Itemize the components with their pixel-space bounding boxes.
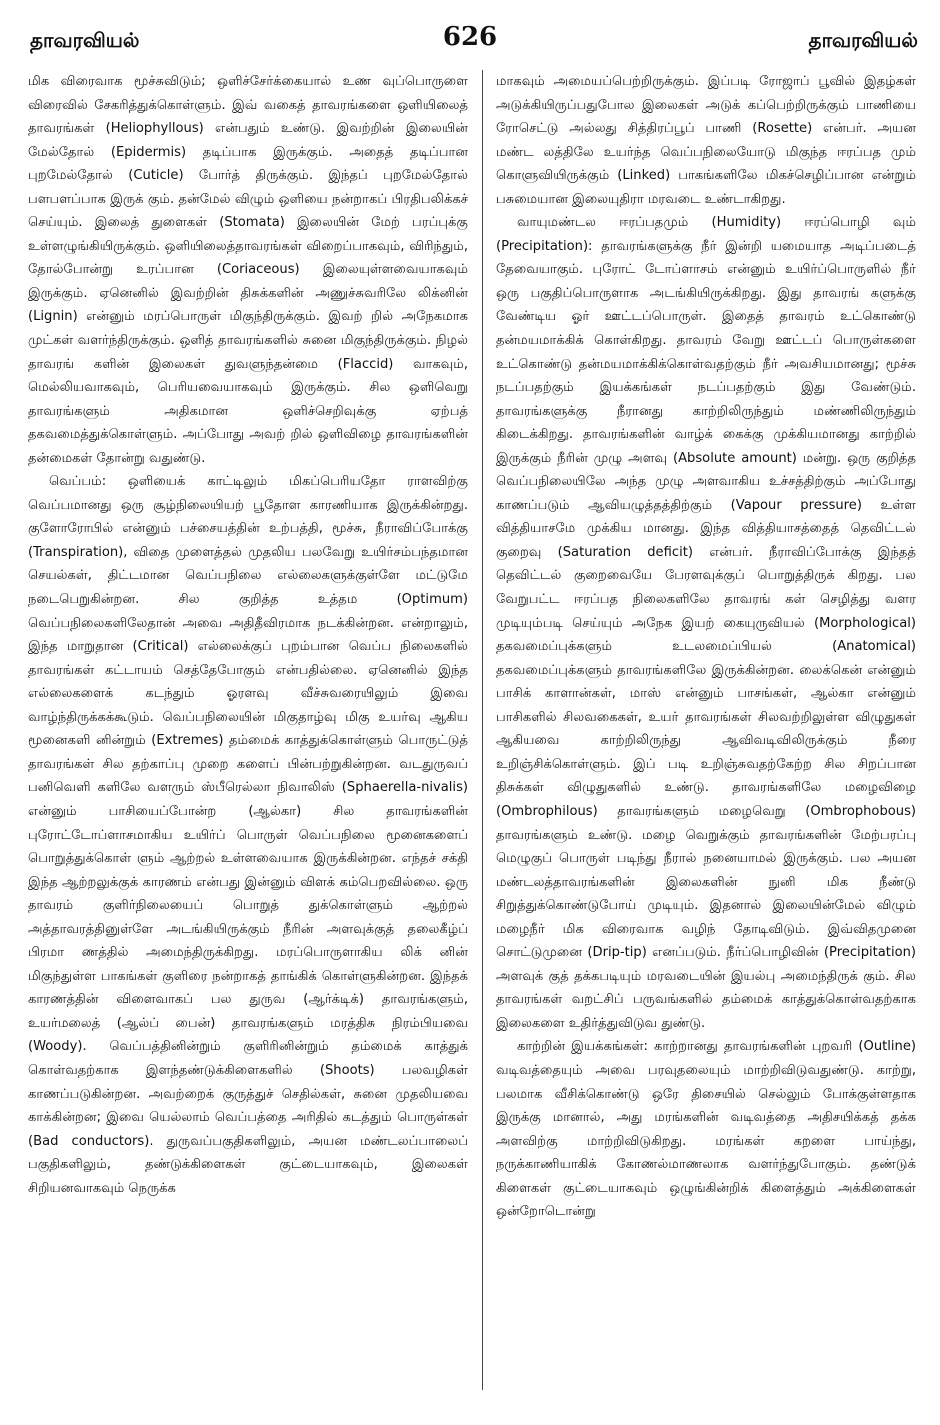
left-column: [28, 70, 468, 1412]
running-title-left: தாவரவியல்: [30, 28, 140, 52]
page-header: [0, 0, 940, 60]
paragraph: வெப்பம்: ஒளியைக் காட்டிலும் மிகப்பெரியதோ ராளவிற்கு வெப்பமானது ஒரு சூழ்நிலையியற் பூதோள காரணியாக இருக்கின்றது. குளோரோபில் என்னும் பச்சையத்தின் உற்பத்தி, மூச்சு, நீராவிப்போக்கு (Transpiration), விதை முளைத்தல் முதலிய பலவேறு உயிர்சம்பந்தமான செயல்கள், திட்டமான வெப்பநிலை எல்லைகளுக்குள்ளே மட்டுமே நடைபெறுகின்றன. சில குறித்த உத்தம (Optimum) வெப்பநிலைகளிலேதான் அவை அதிதீவிரமாக நடக்கின்றன. என்றாலும், இந்த மாறுதான (Critical) எல்லைக்குப் புறம்பான வெப்ப நிலைகளில் தாவரங்கள் கட்டாயம் செத்தேபோகும் என்பதில்லை. ஏனெனில் இந்த எல்லைகளைக் கடந்தும் ஓரளவு வீச்சுவரையிலும் இவை வாழ்ந்திருக்கக்கூடும். வெப்பநிலையின் மிகுதாழ்வு மிகு உயர்வு ஆகிய மூனைகளி னின்றும் (Extremes) தம்மைக் காத்துக்கொள்ளும் பொருட்டுத் தாவரங்கள் சில தற்காப்பு முறை களைப் பின்பற்றுகின்றன. வடதுருவப் பனிவெளி களிலே வளரும் ஸ்பீரெல்லா நிவாலிஸ் (Sphaerella-nivalis) என்னும் பாசியைப்போன்ற (ஆல்கா) சில தாவரங்களின் புரோட்டோப்ளாசமாகிய உயிர்ப் பொருள் வெப்பநிலை மூனைகளைப் பொறுத்துக்கொள் ளும் ஆற்றல் உள்ளவையாக இருக்கின்றன. எந்தச் சக்தி இந்த ஆற்றலுக்குக் காரணம் என்பது இன்னும் விளக் கம்பெறவில்லை. ஒரு தாவரம் குளிர்நிலையைப் பொறுத் துக்கொள்ளும் ஆற்றல் அத்தாவரத்தினுள்ளே அடங்கியிருக்கும் நீரின் அளவுக்குத் தலைகீழ்ப் பிரமா ணத்தில் அமைந்திருக்கிறது. மரப்பொருளாகிய லிக் னின் மிகுந்துள்ள பாகங்கள் குளிரை நன்றாகத் தாங்கிக் கொள்ளுகின்றன. இந்தக் காரணத்தின் விளைவாகப் பல துருவ (ஆர்க்டிக்) தாவரங்களும், உயர்மலைத் (ஆல்ப் பைன்) தாவரங்களும் மரத்திசு நிரம்பியவை (Woody). வெப்பத்தினின்றும் குளிரினின்றும் தம்மைக் காத்துக் கொள்வதற்காக இளந்தண்டுக்கிளைகளில் (Shoots) பலவழிகள் காணப்படுகின்றன. அவற்றைக் குருத்துச் செதில்கள், சுனை முதலியவை காக்கின்றன; இவை யெல்லாம் வெப்பத்தை அரிதில் கடத்தும் பொருள்கள் (Bad conductors). துருவப்பகுதிகளிலும், அயன மண்டலப்பாலைப் பகுதிகளிலும், தண்டுக்கிளைகள் குட்டையாகவும், இலைகள் சிறியனவாகவும் நெருக்க: [28, 474, 468, 1196]
paragraph: மிக விரைவாக மூச்சுவிடும்; ஒளிச்சேர்க்கையால் உண வுப்பொருளை விரைவில் சேகரித்துக்கொள்ளும். இவ் வகைத் தாவரங்களை ஒளியிலைத் தாவரங்கள் (Heliophyllous) என்பதும் உண்டு. இவற்றின் இலையின் மேல்தோல் (Epidermis) தடிப்பாக இருக்கும். அதைத் தடிப்பான புறமேல்தோல் (Cuticle) போர்த் திருக்கும். இந்தப் புறமேல்தோல் பளபளப்பாக இருக் கும். தன்மேல் விழும் ஒளியை நன்றாகப் பிரதிபலிக்கச் செய்யும். இலைத் துளைகள் (Stomata) இலையின் மேற் பரப்புக்கு உள்ளழுங்கியிருக்கும். ஒளியிலைத்தாவரங்கள் விறைப்பாகவும், விரிந்தும், தோல்போன்று உரப்பான (Coriaceous) இலையுள்ளவையாகவும் இருக்கும். ஏனெனில் இவற்றின் திசுக்களின் அணுச்சுவரிலே லிக்னின் (Lignin) என்னும் மரப்பொருள் மிகுந்திருக்கும். இவற் றில் அநேகமாக முட்கள் வளர்ந்திருக்கும். ஒளித் தாவரங்களில் சுனை மிகுந்திருக்கும். நிழல் தாவரங் களின் இலைகள் துவளுந்தன்மை (Flaccid) வாகவும், மெல்லியவாகவும், பெரியவையாகவும் இருக்கும். சில ஒளிவெறு தாவரங்களும் அதிகமான ஒளிச்செறிவுக்கு ஏற்பத் தகவமைத்துக்கொள்ளும். அப்போது அவற் றில் ஒளிவிழை தாவரங்களின் தன்மைகள் தோன்று வதுண்டு.: [28, 74, 468, 466]
paragraph: காற்றின் இயக்கங்கள்: காற்றானது தாவரங்களின் புறவரி (Outline) வடிவத்தையும் அவை பரவுதலையும் மாற்றிவிடுவதுண்டு. காற்று, பலமாக வீசிக்கொண்டு ஒரே திசையில் செல்லும் போக்குள்ளதாக இருக்கு மானால், அது மரங்களின் வடிவத்தை அதிசயிக்கத் தக்க அளவிற்கு மாற்றிவிடுகிறது. மரங்கள் கறளை பாய்ந்து, நருக்காணியாகிக் கோணல்மாணலாக வளர்ந்துபோகும். தண்டுக் கிளைகள் குட்டையாகவும் ஒழுங்கின்றிக் கிளைத்தும் அக்கிளைகள் ஒன்றோடொன்று: [496, 1039, 916, 1220]
right-column: [496, 70, 916, 1412]
paragraph: மாகவும் அமையப்பெற்றிருக்கும். இப்படி ரோஜாப் பூவில் இதழ்கள் அடுக்கியிருப்பதுபோல இலைகள் அடுக் கப்பெற்றிருக்கும் பாணியை ரோசெட்டு அல்லது சித்திரப்பூப் பாணி (Rosette) என்பர். அயன மண்ட லத்திலே உயர்ந்த வெப்பநிலையோடு மிகுந்த ஈரப்பத மும் கொளுவியிருக்கும் (Linked) பாகங்களிலே மிகச்செழிப்பான என்றும் பசுமையான இலையுதிரா மரவடை உண்டாகிறது.: [496, 74, 916, 207]
page-number: 626: [442, 22, 498, 52]
running-title-right: தாவரவியல்: [808, 28, 918, 52]
paragraph: வாயுமண்டல ஈரப்பதமும் (Humidity) ஈரப்பொழி வும் (Precipitation): தாவரங்களுக்கு நீர் இன்றி யமையாத அடிப்படைத் தேவையாகும். புரோட் டோப்ளாசம் என்னும் உயிர்ப்பொருளில் நீர் ஒரு பகுதிப்பொருளாக அடங்கியிருக்கிறது. இது தாவரங் களுக்கு வேண்டிய ஓர் ஊட்டப்பொருள். இதைத் தாவரம் உட்கொண்டு தன்மயமாக்கிக் கொள்கிறது. தாவரம் வேறு ஊட்டப் பொருள்களை உட்கொண்டு தன்மயமாக்கிக்கொள்வதற்கும் நீர் அவசியமானது; மூச்சு நடப்பதற்கும் இயக்கங்கள் நடப்பதற்கும் இது வேண்டும். தாவரங்களுக்கு நீரானது காற்றிலிருந்தும் மண்ணிலிருந்தும் கிடைக்கிறது. தாவரங்களின் வாழ்க் கைக்கு முக்கியமானது காற்றில் இருக்கும் நீரின் முழு அளவு (Absolute amount) மன்று. ஒரு குறித்த வெப்பநிலையிலே அந்த முழு அளவாகிய உச்சத்திற்கும் அப்போது காணப்படும் ஆவியழுத்தத்திற்கும் (Vapour pressure) உள்ள வித்தியாசமே முக்கிய மானது. இந்த வித்தியாசத்தைத் தெவிட்டல் குறைவு (Saturation deficit) என்பர். நீராவிப்போக்கு இந்தத் தெவிட்டல் குறைவையே பேரளவுக்குப் பொறுத்திருக் கிறது. பல வேறுபட்ட ஈரப்பத நிலைகளிலே தாவரங் கள் செழித்து வளர முடியும்படி செய்யும் அநேக இயற் கையுருவியல் (Morphological) தகவமைப்புக்களும் உடலமைப்பியல் (Anatomical) தகவமைப்புக்களும் தாவரங்களிலே இருக்கின்றன. லைக்கென் என்னும் பாசிக் காளான்கள், மாஸ் என்னும் பாசங்கள், ஆல்கா என்னும் பாசிகளில் சிலவகைகள், உயர் தாவரங்கள் சிலவற்றிலுள்ள விழுதுகள் ஆகியவை காற்றிலிருந்து ஆவிவடிவிலிருக்கும் நீரை உறிஞ்சிக்கொள்ளும். இப் படி உறிஞ்சுவதற்கேற்ற சில சிறப்பான திசுக்கள் விழுதுகளில் உண்டு. தாவரங்களிலே மழைவிழை (Ombrophilous) தாவரங்களும் மழைவெறு (Ombrophobous) தாவரங்களும் உண்டு. மழை வெறுக்கும் தாவரங்களின் மேற்பரப்பு மெழுகுப் பொருள் படிந்து நீரால் நனையாமல் இருக்கும். பல அயன மண்டலத்தாவரங்களின் இலைகளின் நுனி மிக நீண்டு சிறுத்துக்கொண்டுபோய் முடியும். இதனால் இலையின்மேல் விழும் மழைநீர் மிக விரைவாக வழிந் தோடிவிடும். இவ்விதமுனை சொட்டுமுனை (Drip-tip) எனப்படும். நீர்ப்பொழிவின் (Precipitation) அளவுக் குத் தக்கபடியும் மரவடையின் இயல்பு அமைந்திருக் கும். சில தாவரங்கள் வறட்சிப் பருவங்களில் தம்மைக் காத்துக்கொள்வதற்காக இலைகளை உதிர்த்துவிடுவ துண்டு.: [496, 215, 916, 1031]
column-divider: [482, 70, 483, 1390]
